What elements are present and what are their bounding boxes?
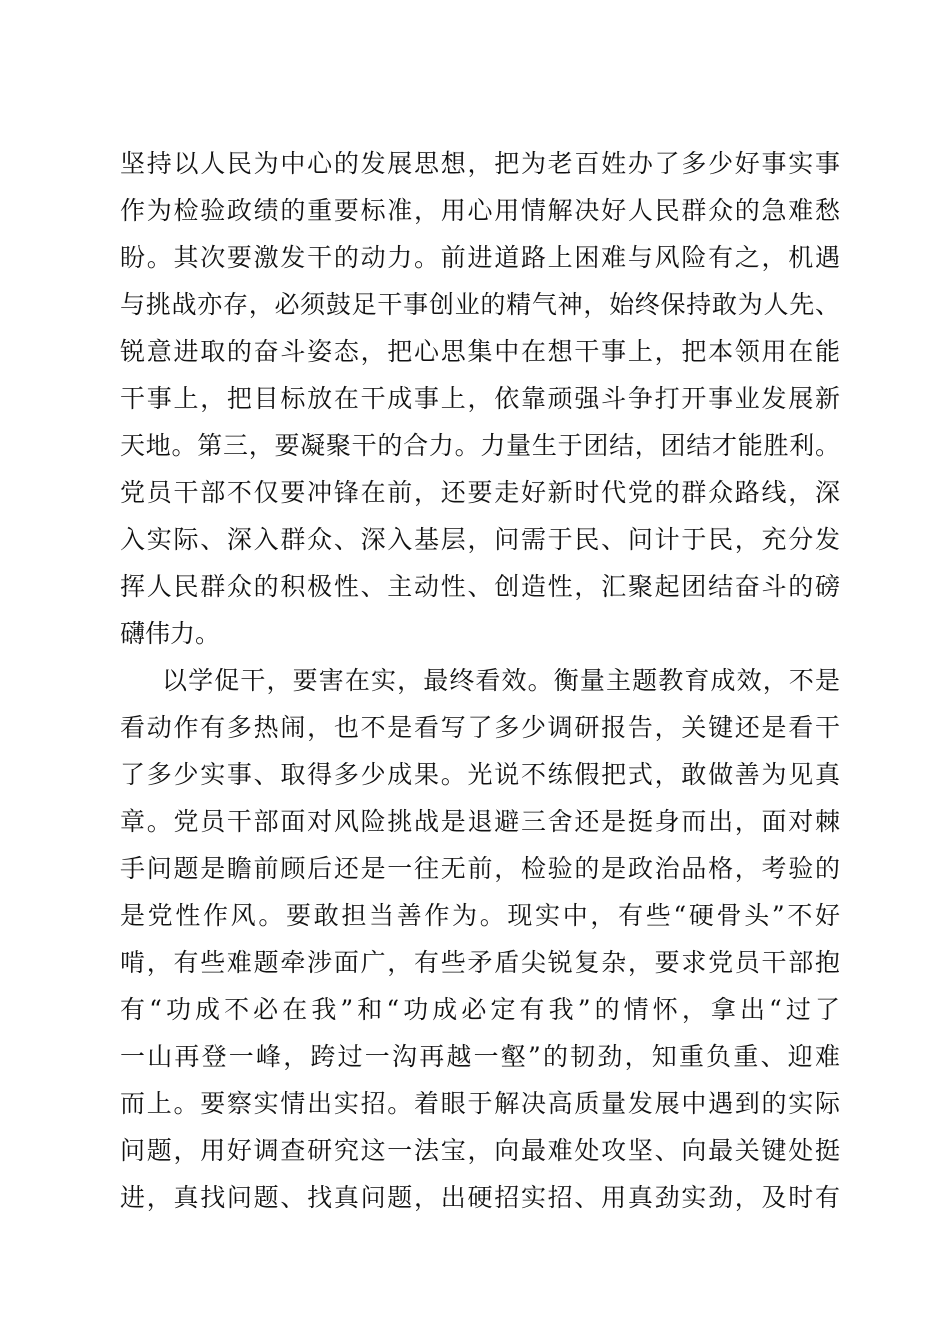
body-text xyxy=(120,140,840,1221)
text-line: 问题，用好调查研究这一法宝，向最难处攻坚、向最关键处挺 xyxy=(120,1136,840,1165)
text-line: 以学促干，要害在实，最终看效。衡量主题教育成效，不是 xyxy=(162,666,840,695)
text-line: 了多少实事、取得多少成果。光说不练假把式，敢做善为见真 xyxy=(120,760,840,789)
text-line: 与挑战亦存，必须鼓足干事创业的精气神，始终保持敢为人先、 xyxy=(120,290,840,319)
paragraph xyxy=(120,140,840,657)
text-line: 天地。第三，要凝聚干的合力。力量生于团结，团结才能胜利。 xyxy=(120,431,840,460)
text-line: 党员干部不仅要冲锋在前，还要走好新时代党的群众路线，深 xyxy=(120,478,840,507)
text-line: 看动作有多热闹，也不是看写了多少调研报告，关键还是看干 xyxy=(120,713,840,742)
text-line: 礴伟力。 xyxy=(120,619,221,648)
text-line: 啃，有些难题牵涉面广，有些矛盾尖锐复杂，要求党员干部抱 xyxy=(120,948,840,977)
text-line: 盼。其次要激发干的动力。前进道路上困难与风险有之，机遇 xyxy=(120,243,840,272)
text-line: 有“功成不必在我”和“功成必定有我”的情怀，拿出“过了 xyxy=(120,995,840,1024)
text-line: 锐意进取的奋斗姿态，把心思集中在想干事上，把本领用在能 xyxy=(120,337,840,366)
text-line: 干事上，把目标放在干成事上，依靠顽强斗争打开事业发展新 xyxy=(120,384,840,413)
text-line: 是党性作风。要敢担当善作为。现实中，有些“硬骨头”不好 xyxy=(120,901,840,930)
text-line: 而上。要察实情出实招。着眼于解决高质量发展中遇到的实际 xyxy=(120,1089,840,1118)
text-line: 挥人民群众的积极性、主动性、创造性，汇聚起团结奋斗的磅 xyxy=(120,572,840,601)
paragraph xyxy=(120,657,840,1221)
text-line: 手问题是瞻前顾后还是一往无前，检验的是政治品格，考验的 xyxy=(120,854,840,883)
text-line: 进，真找问题、找真问题，出硬招实招、用真劲实劲，及时有 xyxy=(120,1183,840,1212)
text-line: 入实际、深入群众、深入基层，问需于民、问计于民，充分发 xyxy=(120,525,840,554)
text-line: 一山再登一峰，跨过一沟再越一壑”的韧劲，知重负重、迎难 xyxy=(120,1042,840,1071)
text-line: 作为检验政绩的重要标准，用心用情解决好人民群众的急难愁 xyxy=(120,196,840,225)
text-line: 章。党员干部面对风险挑战是退避三舍还是挺身而出，面对棘 xyxy=(120,807,840,836)
text-line: 坚持以人民为中心的发展思想，把为老百姓办了多少好事实事 xyxy=(120,149,840,178)
